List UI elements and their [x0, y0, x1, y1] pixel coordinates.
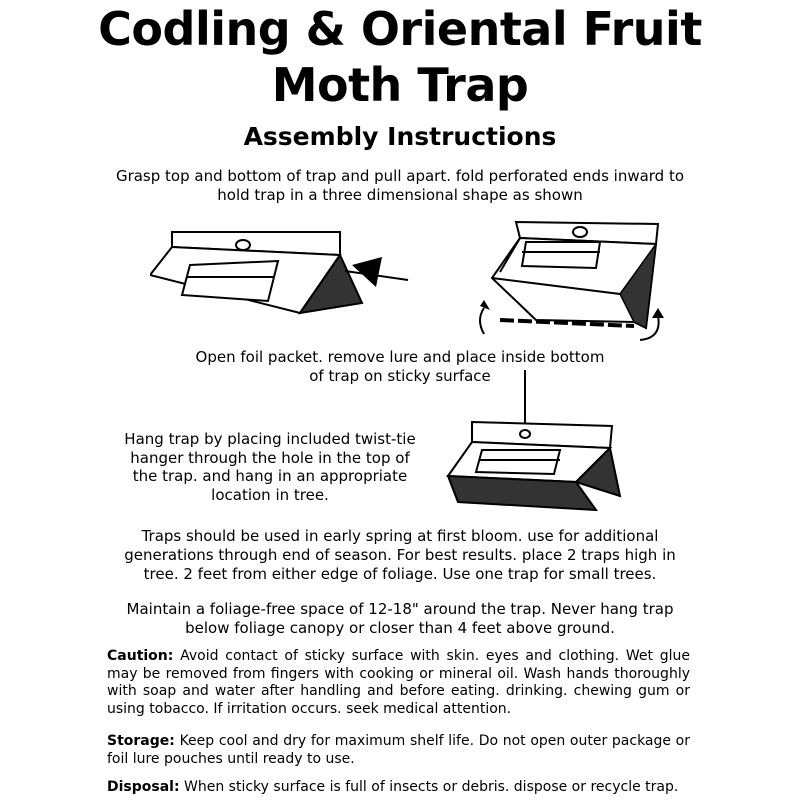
storage-text: Keep cool and dry for maximum shelf life. Do not open outer package or foil lure pouches until ready to use. [107, 733, 691, 767]
step2-line-2: of trap on sticky surface [309, 367, 491, 385]
step1-line-1: Grasp top and bottom of trap and pull apart. fold perforated ends inward to [115, 167, 685, 185]
trap-hanging-illustration [440, 370, 630, 515]
caution-text: Avoid contact of sticky surface with skin. eyes and clothing. Wet glue may be removed from fingers with cooking or mineral oil. Wash hands thoroughly with soap and water after handling and before eating. drinking. chewing gum or using tobacco. If irritation occurs. seek medical attention. [107, 648, 690, 717]
title-line-1: Codling & Oriental Fruit [98, 2, 702, 56]
trap-folded-illustration [470, 212, 680, 342]
caution-paragraph [107, 648, 690, 718]
storage-label: Storage: [107, 733, 175, 749]
usage-line: Traps should be used in early spring at first bloom. use for additional [141, 527, 659, 545]
step2-line-1: Open foil packet. remove lure and place inside bottom [195, 348, 605, 366]
trap-flat-illustration [150, 225, 410, 325]
title-line-2: Moth Trap [271, 58, 529, 112]
step3-line: Hang trap by placing included twist-tie [124, 430, 416, 448]
disposal-label: Disposal: [107, 779, 180, 795]
step3-text [115, 430, 425, 504]
usage-line: tree. 2 feet from either edge of foliage. Use one trap for small trees. [143, 565, 657, 583]
subtitle: Assembly Instructions [243, 122, 557, 151]
storage-paragraph [107, 733, 690, 768]
step3-line: hanger through the hole in the top of [130, 448, 410, 467]
disposal-text: When sticky surface is full of insects or debris. dispose or recycle trap. [184, 779, 679, 795]
step3-line: location in tree. [211, 485, 329, 504]
spacing-line: Maintain a foliage-free space of 12-18" around the trap. Never hang trap [126, 600, 674, 618]
usage-text [60, 527, 740, 584]
usage-line: generations through end of season. For best results. place 2 traps high in [124, 546, 676, 564]
spacing-text [60, 600, 740, 638]
step1-line-2: hold trap in a three dimensional shape as shown [217, 186, 583, 204]
caution-label: Caution: [107, 648, 174, 664]
spacing-line: below foliage canopy or closer than 4 feet above ground. [185, 619, 615, 637]
disposal-paragraph [107, 779, 690, 797]
step3-line: the trap. and hang in an appropriate [132, 467, 408, 485]
